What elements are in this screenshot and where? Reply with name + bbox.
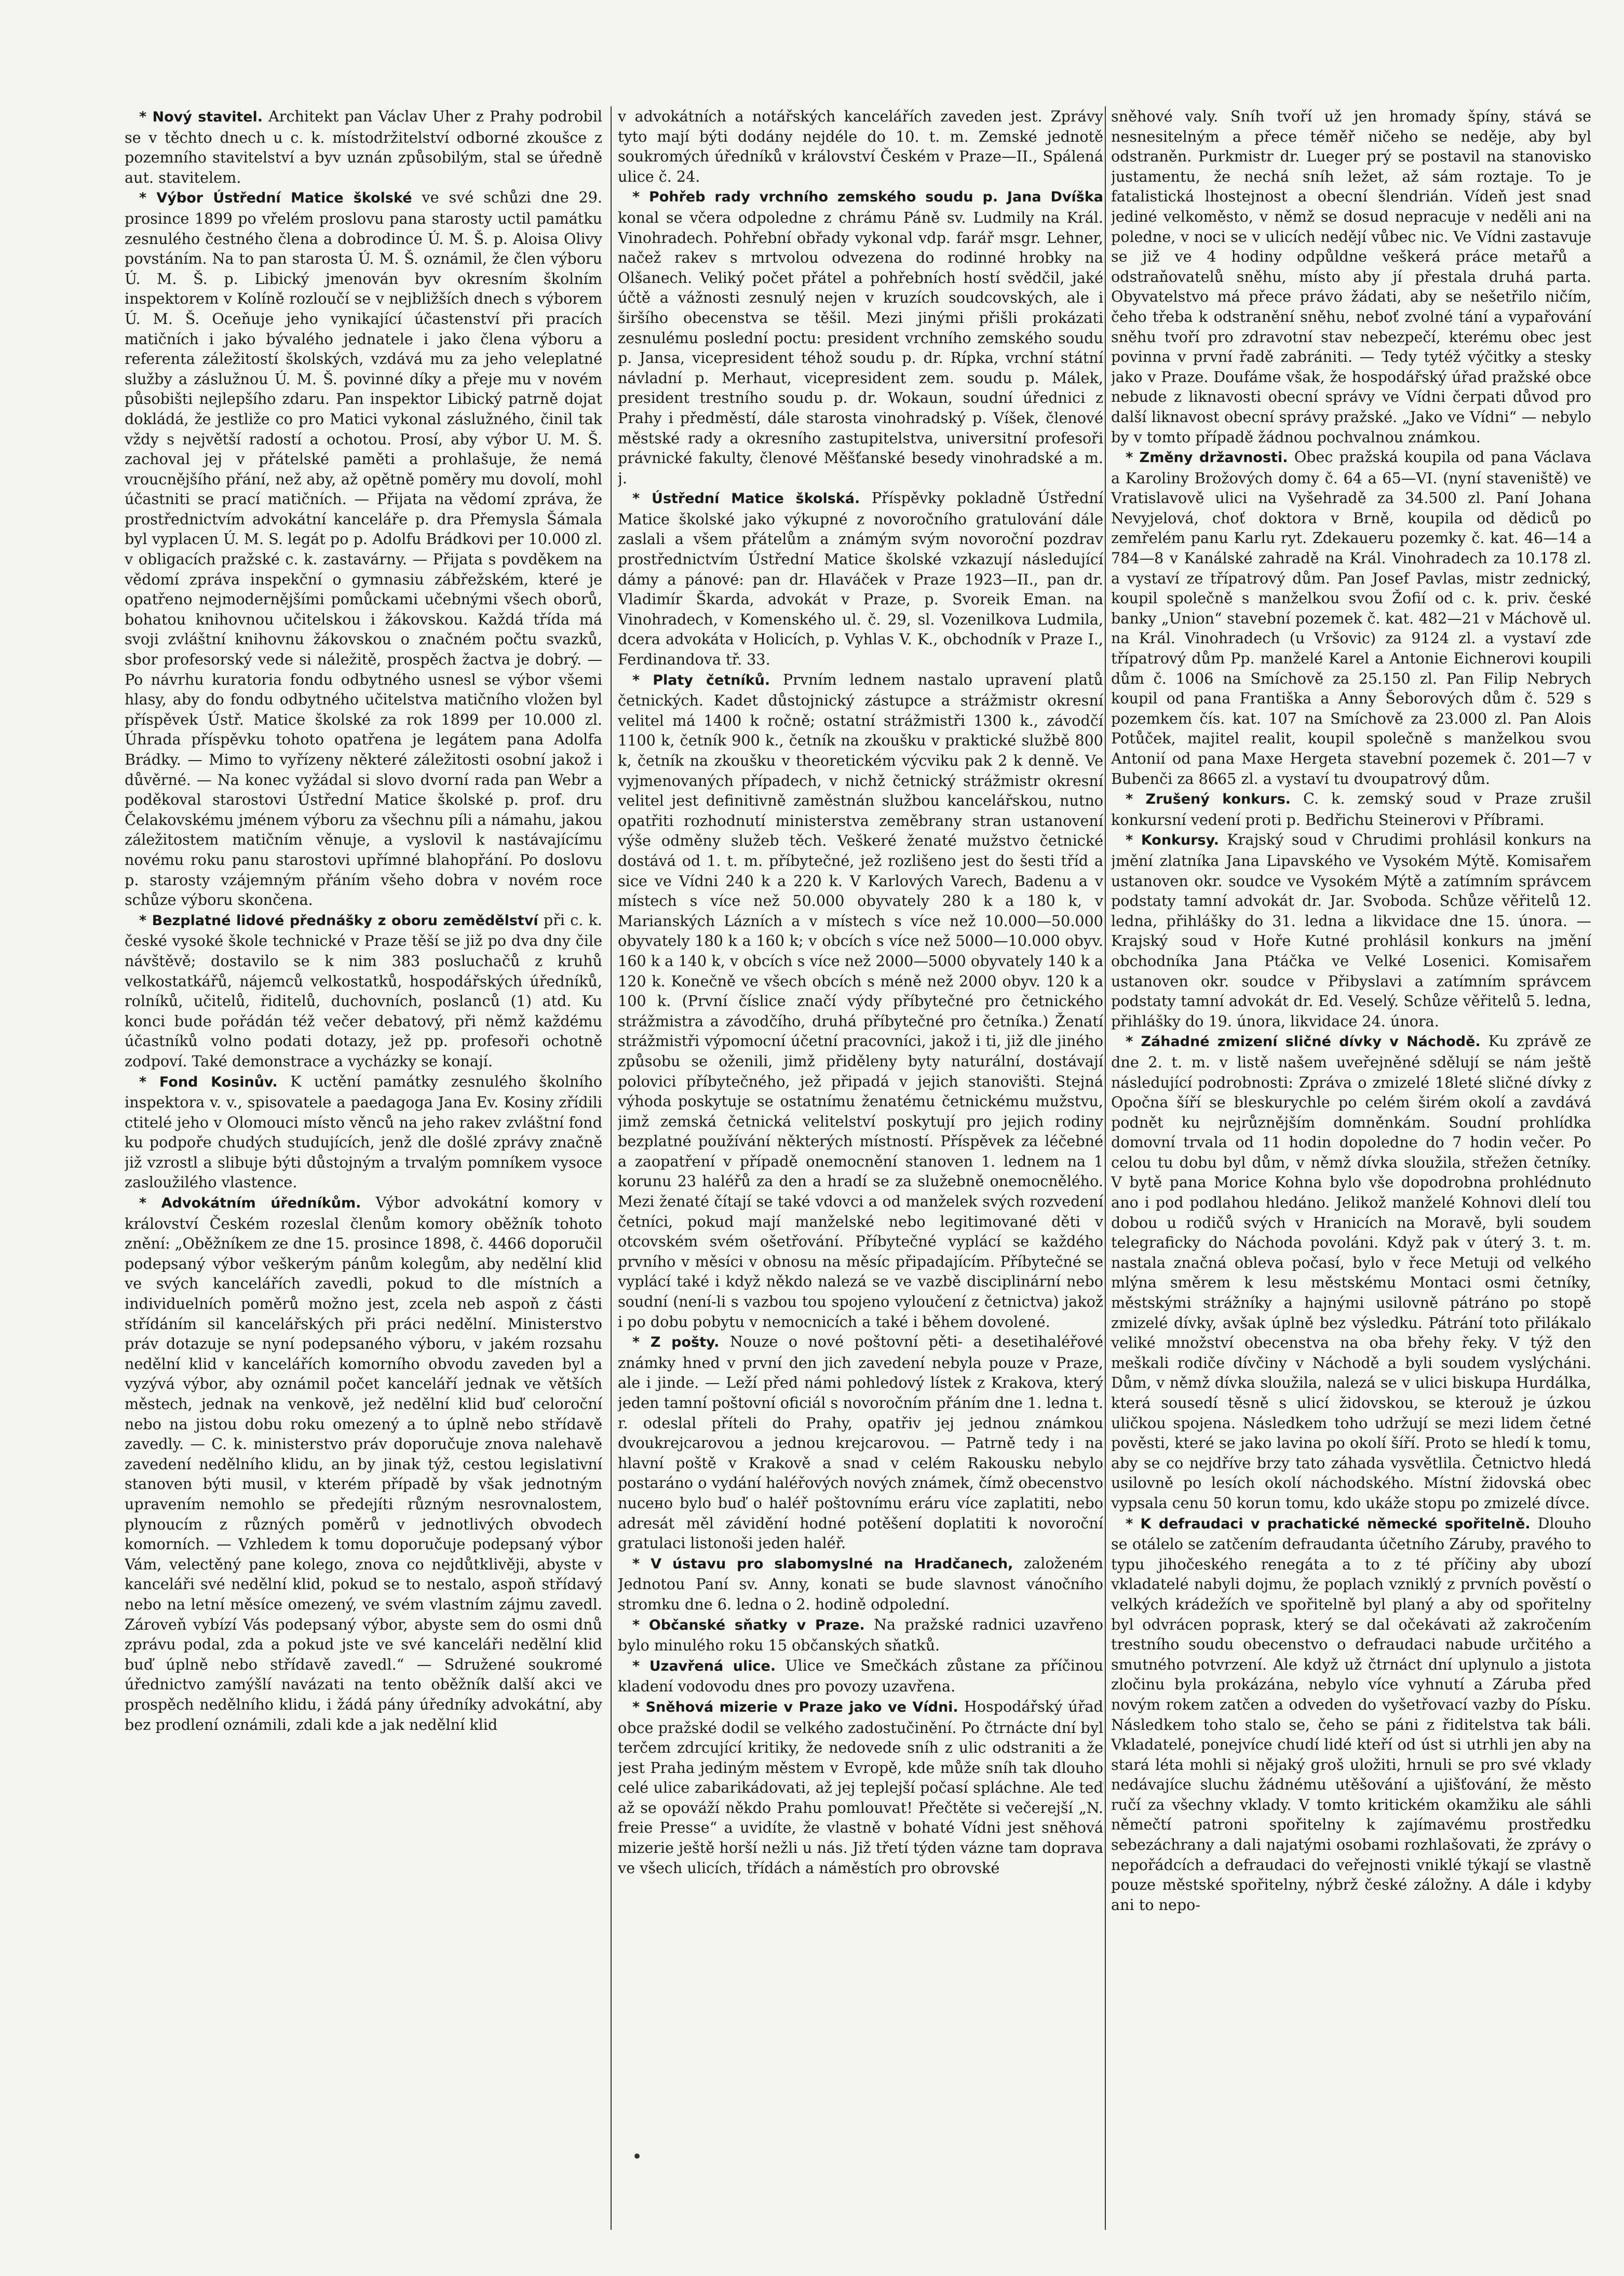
news-item-body: Nouze o nové poštovní pěti- a desetihaléřové známky hned v první den jich zavedení nebyla pouze v Praze, ale i jinde. — Leží před námi pohledový lístek z Krakova, který jeden tamní poštovní oficiál s novoročním přáním dne 1. ledna t. r. odeslal příteli do Prahy, opatřiv jej jednou známkou dvoukrejcarovou a jednou krejcarovou. — Patrně tedy i na hlavní poště v Krakově a snad v celém Rakousku nebylo postaráno o vydání haléřových nových známek, čímž obecenstvo nucено bylo buď o haléř poštovnímu eráru více zaplatiti, nebo adresát měl závidění hodné potěšení doplatiti k novoroční gratulaci listonoši jeden haléř. bbox=[618, 1333, 1103, 1552]
news-item-body: Ku zprávě ze dne 2. t. m. v listě našem uveřejněné sdělují se nám ještě následující podrobnosti: Zpráva o zmizelé 18leté sličné dívky z Opočna šíří se bleskurychle po celém širém okolí a zavdává podnět ku nejrůznějším domněnkám. Soudní prohlídka domovní trvala od 11 hodin dopoledne do 7 hodin večer. Po celou tu dobu byl dům, v němž dívka sloužila, střežen četníky. V bytě pana Morice Kohna bylo vše dopodrobna prohlédnuto ano i pod podlahou hledáno. Jelikož manželé Kohnovi dlelí tou dobou u rodičů svých v Hranicích na Moravě, byli soudem telegraficky do Náchoda povoláni. Když pak v úterý 3. t. m. nastala značná obleva počasí, bylo v řece Metuji od velkého mlýna směrem k lesu městskému Montaci osmi četníky, městskými strážníky a hajnými usilovně pátráno po stopě zmizelé dívky, avšak úplně bez výsledku. Pátrání toto přilákalo veliké množství obecenstva na oba břehy řeky. V týž den meškali rodiče dívčiny v Náchodě a byli soudem vyslýcháni. Dům, v němž dívka sloužila, nalezá se v ulici biskupa Hurdálka, která sousedí těsně s ulicí židovskou, se kterouž je úzkou uličkou spojena. Následkem toho udržují se mezi lidem četné pověsti, které se jako lavina po okolí šíří. Proto se hledí k tomu, aby se co nejdříve brzy tato záhada vysvětlila. Četnictvo hledá usilovně po lesích okolí náchodského. Místní židovská obec vypsala cenu 50 korun tomu, kdo ukáže stopu po zmizelé dívce. bbox=[1111, 1032, 1591, 1512]
news-item bbox=[125, 1193, 602, 1735]
news-item-body: sněhové valy. Sníh tvoří už jen hromady špíny, stává se nesnesitelným a přece téměř ničeho se neděje, aby byl odstraněn. Purkmistr dr. Lueger prý se postavil na stanovisko justamentu, že nechá sníh ležet, až sám roztaje. To je fatalistická lhostejnost a obecní šlendrián. Vídeň jest snad jediné velkoměsto, v němž se dosud nepracuje v neděli ani na poledne, v noci se v ulicích nedějí vůbec nic. Ve Vídni zastavuje se již ve 4 hodiny odpůldne veškerá práce metařů a odstraňovatelů sněhu, místo aby jí přestala druhá parta. Obyvatelstvo má přece právo žádati, aby se nešetřilo ničím, čeho třeba k odstranění sněhu, neboť zvolné tání a vypařování sněhu tvoří pro zdravotní stav nebezpečí, kterému obec jest povinna v první řadě zabrániti. — Tedy tytéž výčitky a stesky jako v Praze. Doufáme však, že hospodářský úřad pražské obce nebude z liknavosti obecní správy ve Vídni čerpati důvod pro další liknavost obecní správy pražské. „Jako ve Vídni“ — nebylo by v tomto případě žádnou pochvalnou známkou. bbox=[1111, 107, 1591, 446]
news-item bbox=[1111, 106, 1591, 447]
column-rule bbox=[611, 106, 612, 2230]
news-item-title: * Nový stavitel. bbox=[139, 109, 263, 125]
news-item bbox=[618, 1656, 1103, 1697]
news-item-title: * Bezplatné lidové přednášky z oboru zemědělství bbox=[139, 913, 538, 929]
news-item-body: Příspěvky pokladně Ústřední Matice školské jako výkupné z novoročního gratulování dále zaslali a všem přátelům a známým svým novoroční pozdrav prostřednictvím Ústřední Matice školské vzkazují následující dámy a pánové: pan dr. Hlaváček v Praze 1923—II., pan dr. Vladimír Škarda, advokát v Praze, p. Svoreik Eman. na Vinohradech, v Komenského ul. č. 29, sl. Vozenilkova Ludmila, dcera advokáta v Holicích, p. Vyhlas V. K., obchodník v Praze I., Ferdinandova tř. 33. bbox=[618, 489, 1103, 669]
news-item bbox=[618, 186, 1103, 488]
news-item bbox=[618, 488, 1103, 669]
news-item-body: při c. k. české vysoké škole technické v Praze těší se již po dva dny čile návštěvě; dostavilo se k nim 383 posluchačů z kruhů velkostatkářů, nájemců velkostatků, hospodářských úředníků, rolníků, učitelů, řiditelů, duchovních, poslanců (1) atd. Ku konci bude pořádán též večer debatový, při němž každému účastníků volno podati dotazy, jež pp. profesoři ochotně zodpoví. Také demonstrace a vycházky se konají. bbox=[125, 911, 602, 1070]
news-item-title: * Ústřední Matice školská. bbox=[632, 491, 860, 507]
news-item-body: Ulice ve Smečkách zůstane za příčinou kladení vodovodu dnes pro povozy uzavřena. bbox=[618, 1656, 1103, 1696]
news-item bbox=[125, 187, 602, 910]
news-item-title: * Sněhová mizerie v Praze jako ve Vídni. bbox=[632, 1699, 958, 1715]
news-item bbox=[618, 1553, 1103, 1615]
news-item-body: C. k. zemský soud v Praze zrušil konkursní vedení proti p. Bedřichu Steinerovi v Příbrami. bbox=[1111, 790, 1591, 829]
news-item bbox=[618, 1615, 1103, 1656]
news-item-title: * Konkursy. bbox=[1126, 832, 1219, 848]
column-2 bbox=[618, 106, 1103, 2235]
news-item-title: * Výbor Ústřední Matice školské bbox=[139, 190, 412, 206]
column-1 bbox=[125, 106, 602, 2235]
news-item-body: konal se včera odpoledne z chrámu Páně sv. Ludmily na Král. Vinohradech. Pohřební obřady vykonal vdp. farář msgr. Lehner, načež rakev s mrtvolou odvezena do rodinné hrobky na Olšanech. Veliký počet přátel a pohřebních hostí svědčil, jaké účtě a vážnosti zesnulý nejen v kruzích soudcovských, ale i širšího obecenstva se těšil. Mezi jinými přišli prokázati zesnulému poslední poctu: president vrchního zemského soudu p. Jansa, vicepresident téhož soudu p. dr. Rípka, vrchní státní návladní p. Merhaut, vicepresident zem. soudu p. Málek, president trestního soudu p. dr. Wokaun, soudní úřednici z Prahy i předměstí, dále starosta vinohradský p. Víšek, členové městské rady a okresního zastupitelstva, universitní profesoři právnické fakulty, členové Měšťanské besedy vinohradské a m. j. bbox=[618, 208, 1103, 487]
news-item-title: * Změny državnosti. bbox=[1126, 450, 1288, 466]
news-item-body: ve své schůzi dne 29. prosince 1899 po vřelém proslovu pana starosty uctil památku zesnulého čestného člena a dobrodince Ú. M. Š. p. Aloisa Olivy povstáním. Na to pan starosta Ú. M. Š. oznámil, že člen výboru Ú. M. Š. p. Libický jmenován byv okresním školním inspektorem v Kolíně rozloučí se v nejbližších dnech s výborem Ú. M. Š. Oceňuje jeho vynikající účastenství při pracích matičních i jako bývalého jednatele i jako člena výboru a referenta záležitostí školských, vzdává mu za jeho veleplatné služby a záslužnou Ú. M. Š. povinné díky a přeje mu v novém působišti nejlepšího zdaru. Pan inspektor Libický patrně dojat dokládá, že jestliže co pro Matici vykonal záslužného, činil tak vždy s největší radostí a ochotou. Prosí, aby výbor U. M. Š. zachoval jej v přátelské paměti a prohlašuje, že nemá vroucnějšího přání, než aby, až opětně poměry mu dovolí, mohl účastniti se prací matičních. — Přijata na vědomí zpráva, že prostřednictvím advokátní kanceláře p. dra Přemysla Šámala byl vyplacen Ú. M. S. legát po p. Adolfu Brádkovi per 10.000 zl. v obligacích pražské c. k. zastavárny. — Přijata s povděkem na vědomí zpráva inspekční o gymnasiu zábřežském, které je opatřeno nejmodernějšími pomůckami učebnými všech oborů, bohatou knihovnou učitelskou i žákovskou. Každá třída má svoji zvláštní knihovnu žákovskou o značném počtu svazků, sbor profesorský vede si náležitě, prospěch žactva je dobrý. — Po návrhu kuratoria fondu odbytného usnesl se výbor všemi hlasy, aby do fondu odbytného učitelstva matičního vložen byl příspěvek Ústř. Matice školské za rok 1899 per 10.000 zl. Úhrada příspěvku tohoto opatřena je legátem pana Adolfa Brádky. — Mimo to vyřízeny některé záležitosti osobní jakož i důvěrné. — Na konec vyžádal si slovo dvorní rada pan Webr a poděkoval starostovi Ústřední Matice školské p. prof. dru Čelakovskému jménem výboru za všechnu píli a námahu, jakou záležitostem matičním věnuje, a vyslovil k nastávajícímu novému roku panu starostovi upřímné blahopřání. Po doslovu p. starosty vzájemným přáním všeho dobra v novém roce schůze výboru skončena. bbox=[125, 188, 602, 909]
column-rule bbox=[1105, 106, 1106, 2230]
news-item bbox=[125, 106, 602, 187]
news-item-body: v advokátních a notářských kancelářích zaveden jest. Zprávy tyto mají býti dodány nejdéle do 10. t. m. Zemské jednotě soukromých úředníků v království Českém v Praze—II., Spálená ulice č. 24. bbox=[618, 107, 1103, 185]
news-item-body: Dlouho se otálelo se zatčením defraudanta účetního Záruby, pravého to typu jihočeského renegáta a to z té příčiny aby ubozí vkladatelé nabyli dojmu, že poplach vzniklý z prvních pověstí o velkých krádežích ve spořitelně byl planý a aby od spořitelny byl odvrácen poprask, který se dal očekávati až zakročením trestního soudu obecenstvo o defraudaci nabude určitého a smutného potvrzení. Ale když už čtrnáct dní uplynulo a jistota zločinu byla prokázána, nebylo více vyhnutí a Záruba před novým rokem zatčen a odveden do vyšetřovací vazby do Písku. Následkem toho stalo se, čeho se páni z řiditelstva tak báli. Vkladatelé, ponejvíce chudí lidé kteří od úst si utrhli jen aby na stará léta mohli si nějaký groš uložiti, hrnuli se pro své vklady nedávajíce sluchu žádnému utěšování a ujišťování, že město ručí za všechny vklady. V tomto kritickém okamžiku ale sáhli němečtí patroni spořitelny k zajímavému prostředku sebezáchrany a dali najatými osobami rozhlašovati, že zprávy o nepořádcích a defraudaci do veřejnosti vniklé týkají se vlastně pouze městské spořitelny, nýbrž české záložny. A dále i kdyby ani to nepo- bbox=[1111, 1514, 1591, 1914]
column-3 bbox=[1111, 106, 1591, 2235]
news-item-body: Výbor advokátní komory v království Českém rozeslal členům komory oběžník tohoto znění: „Oběžníkem ze dne 15. prosince 1898, č. 4466 doporučil podepsaný výbor veškerým pánům kolegům, aby nedělní klid ve svých kancelářích zavedli, pokud to dle místních a individuelních poměrů možno jest, zcela neb aspoň z části střídáním sil kancelářských při práci nedělní. Ministerstvo práv dotazuje se nyní podepsaného výboru, v jakém rozsahu nedělní klid v kancelářích komorního obvodu zaveden byl a vyzývá výbor, aby oznámil počet kanceláří jednak ve větších městech, jednak na venkově, jež nedělní klid buď celoroční nebo na jistou dobu roku omezený a to úplně nebo střídavě zavedly. — C. k. ministerstvo práv doporučuje znova nalehavě zavedení nedělního klidu, an by jinak týž, cestou legislativní stanoven býti musil, v kterém případě by však jednotným upravením nemohlo se předejíti různým nesrovnalostem, plynoucím z různých poměrů v jednotlivých obvodech komorních. — Vzhledem k tomu doporučuje podepsaný výbor Vám, velectěný pane kolego, znova co nejdůtklivěji, abyste v kanceláři své nedělní klid, pokud se to nestalo, aspoň střídavý nebo na letní měsíce omezený, ve svém vlastním zájmu zavedl. Zároveň vybízí Vás podepsaný výbor, abyste sem do osmi dnů zprávu podal, zda a pokud jste ve své kanceláři nedělní klid buď úplně nebo střídavě zavedl.“ — Sdružené soukromé úřednictvo zamýšlí navázati na tento oběžník další akci ve prospěch nedělního klidu, i žádá pány úředníky advokátní, aby bez prodlení oznámili, zdali kde a jak nedělní klid bbox=[125, 1194, 602, 1733]
news-item-title: * Pohřeb rady vrchního zemského soudu p. Jana Dvíška bbox=[632, 189, 1103, 205]
news-item bbox=[1111, 447, 1591, 789]
news-item-title: * Zrušený konkurs. bbox=[1126, 791, 1291, 807]
news-item-title: * Platy četníků. bbox=[632, 672, 770, 688]
news-item bbox=[1111, 1513, 1591, 1915]
news-item bbox=[1111, 1031, 1591, 1513]
news-item-body: K uctění památky zesnulého školního inspektora v. v., spisovatele a paedagoga Jana Ev. Kosiny zřídili ctitelé jeho v Olomouci místo věnců na jeho rakev zvláštní fond ku podpoře chudých studujících, jenž dle došlé zprávy značně již vzrostl a slibuje býti důstojným a trvalým pomníkem vysoce zasloužilého vlastence. bbox=[125, 1072, 602, 1191]
news-item-body: Hospodářský úřad obce pražské dodil se velkého zadostučinění. Po čtrnácte dní byl terčem zdrcující kritiky, že nedovede sníh z ulic odstraniti a že jest Praha jediným městem v Evropě, kde může sníh tak dlouho celé ulice zabarikádovati, až jej teplejší počasí spláchne. Ale teď až se opováží někdo Prahu pomlouvat! Přečtěte si večerejší „N. freie Presse“ a uvidíte, že vlastně v bohaté Vídni jest sněhová mizerie ještě horší nežli u nás. Již třetí týden vázne tam doprava ve všech ulicích, třídách a náměstích pro obrovské bbox=[618, 1697, 1103, 1877]
news-item-body: Prvním lednem nastalo upravení platů četnických. Kadet důstojnický zástupce a strážmistr okresní velitel má 1400 k ročně; ostatní strážmistři 1300 k., závodčí 1100 k, četník 900 k., četník na zkoušku v praktické službě 800 k, četník na zkoušku v theoretickém výcviku pak 2 k denně. Ve vyjmenovaných případech, v nichž četnický strážmistr okresní velitel jest definitivně zaměstnán službou kancelářskou, nutno opatřiti rozhodnutí ministerstva zeměbrany stran ustanovení výše odměny služeb těch. Veškeré ženaté mužstvo četnické dostává od 1. t. m. příbytečné, jež rozlišeno jest do šesti tříd a sice ve Vídni 240 k a 220 k. V Karlových Varech, Badenu a v místech s více než 50.000 obyvately 280 k a 180 k, v Marianských Lázních a v místech s více než 10.000—50.000 obyvately 180 k a 160 k; v obcích s více než 5000—10.000 obyv. 160 k a 140 k, v obcích s více než 2000—5000 obyvately 140 k a 120 k. Konečně ve všech obcích s méně než 2000 obyv. 120 k a 100 k. (První číslice značí výdy příbytečné pro četnického strážmistra a závodčího, druhá příbytečné pro četníka.) Ženatí strážmistři výpomocní účetní pracovníci, jakož i ti, již dle jiného způsobu se oženili, jimž přiděleny byty naturální, dostávají polovici příbytečného, jež připadá v jejich stanovišti. Stejná výhoda poskytuje se ostatnímu ženatému četnickému mužstvu, jimž zemská četnická velitelství poskytují pro jejich rodiny bezplatné používání některých místností. Příspěvek za léčebné a zaopatření v případě onemocnění stanoven 1. lednem na 1 korunu 23 haléřů za den a hradí se za služebně onemocnělého. Mezi ženaté čítají se také vdovci a od manželek svých rozvedení četníci, pokud mají manželské nebo legitimované děti v otcovském svém ošetřování. Příbytečné vyplácí se každého prvního v měsíci v obnosu na měsíc připadajícím. Příbytečné se vyplácí také i když někdo nalezá se ve vazbě disciplinární nebo soudní (není-li s vazbou tou spojeno vyloučení z četnictva) jakož i po dobu pobytu v nemocnicích a také i během dovolené. bbox=[618, 670, 1103, 1331]
news-item bbox=[618, 1697, 1103, 1878]
news-item-title: * Záhadné zmizení sličné dívky v Náchodě. bbox=[1126, 1034, 1481, 1050]
printer-dot bbox=[634, 2153, 640, 2159]
news-item bbox=[618, 670, 1103, 1332]
news-item bbox=[618, 106, 1103, 186]
news-item-title: * V ústavu pro slabomyslné na Hradčanech, bbox=[632, 1556, 1013, 1572]
news-item-title: * Z pošty. bbox=[632, 1334, 719, 1350]
news-item-body: Obec pražská koupila od pana Václava a Karoliny Brožových domy č. 64 a 65—VI. (nyní staveniště) ve Vratislavově ulici na Vyšehradě za 34.500 zl. Paní Johana Nevyjelová, choť doktora v Brně, koupila od dědiců po zemřelém panu Karlu ryt. Zdekaueru pozemky č. kat. 46—14 a 784—8 v Kanálské zahradě na Král. Vinohradech za 10.178 zl. a vystaví ze třípatrový dům. Pan Josef Pavlas, mistr zednický, koupil společně s manželkou svou Žofií od c. k. priv. české banky „Union“ stavební pozemek č. kat. 482—21 v Máchově ul. na Král. Vinohradech (u Vršovic) za 9124 zl. a vystaví zde třípatrový dům Pp. manželé Karel a Antonie Eichnerovi koupili dům č. 1006 na Smíchově za 25.150 zl. Pan Filip Nebrych koupil od pana Františka a Anny Šeborových dům č. 529 s pozemkem čís. kat. 107 na Smíchově za 23.000 zl. Pan Alois Potůček, majitel realit, koupil společně s manželkou svou Antonií od pana Maxe Hergeta stavební pozemek č. 201—7 v Bubenči za 8665 zl. a vystaví tu dvoupatrový dům. bbox=[1111, 448, 1591, 788]
news-item-title: * Fond Kosinův. bbox=[139, 1074, 278, 1090]
news-item-title: * Advokátním úředníkům. bbox=[139, 1195, 361, 1211]
news-item-body: založeném Jednotou Paní sv. Anny, konati se bude slavnost vánočního stromku dne 6. ledna o 2. hodině odpolední. bbox=[618, 1554, 1103, 1613]
news-item-body: Krajský soud v Chrudimi prohlásil konkurs na jmění zlatníka Jana Lipavského ve Vysokém Mýtě. Komisařem ustanoven okr. soudce ve Vysokém Mýtě a zatímním správcem podstaty tamní advokát dr. Jar. Svoboda. Schůze věřitelů 12. ledna, přihlášky do 31. ledna a likvidace dne 15. února. — Krajský soud v Hoře Kutné prohlásil konkurs na jmění obchodníka Jana Ptáčka ve Velké Losenici. Komisařem ustanoven okr. soudce v Přibyslavi a zatímním správcem podstaty tamní advokát dr. Ed. Veselý. Schůze věřitelů 5. ledna, přihlášky do 19. února, likvidace 24. února. bbox=[1111, 831, 1591, 1030]
news-item bbox=[125, 910, 602, 1072]
news-item-body: Architekt pan Václav Uher z Prahy podrobil se v těchto dnech u c. k. místodržitelství odborné zkoušce z pozemního stavitelství a byv uznán způsobilým, stal se úředně aut. stavitelem. bbox=[125, 107, 602, 186]
news-item bbox=[1111, 789, 1591, 830]
news-item-body: Na pražské radnici uzavřeno bylo minulého roku 15 občanských sňatků. bbox=[618, 1615, 1103, 1655]
news-item bbox=[1111, 830, 1591, 1031]
news-item-title: * Občanské sňatky v Praze. bbox=[632, 1617, 865, 1633]
news-item-title: * Uzavřená ulice. bbox=[632, 1658, 776, 1674]
news-item bbox=[125, 1072, 602, 1193]
news-item bbox=[618, 1332, 1103, 1553]
news-item-title: * K defraudaci v prachatické německé spořitelně. bbox=[1126, 1516, 1531, 1532]
